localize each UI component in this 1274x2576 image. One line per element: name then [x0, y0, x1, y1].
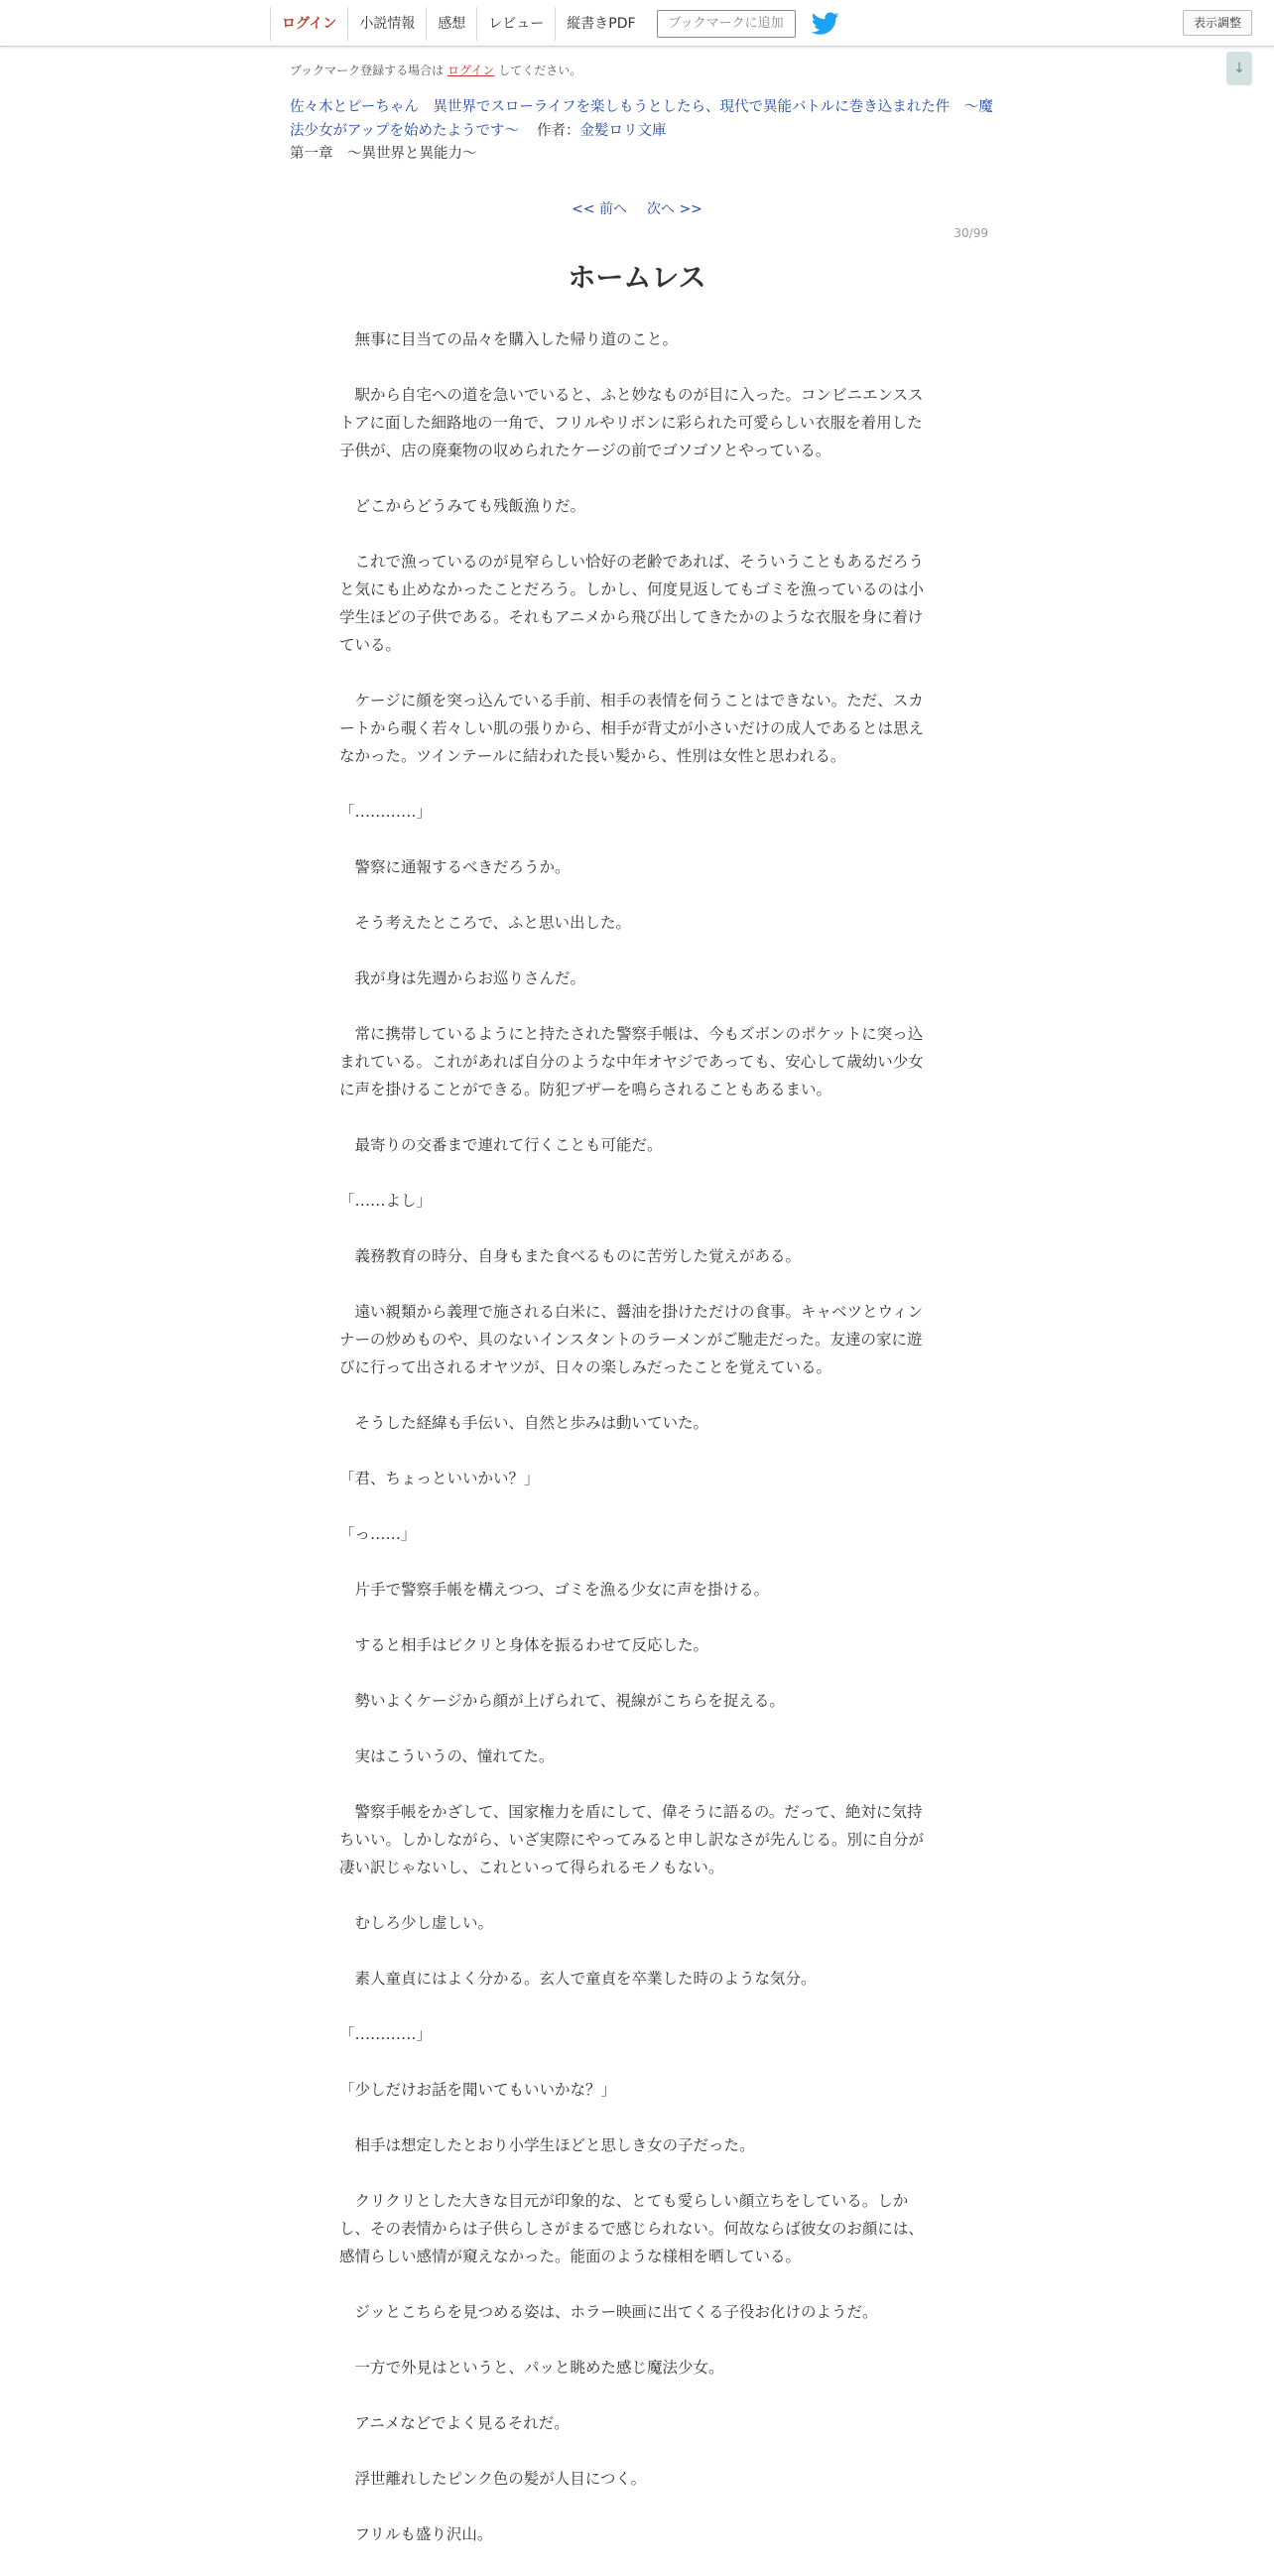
nav-novel-info-link[interactable]: 小説情報 [347, 7, 426, 41]
episode-title: ホームレス [568, 261, 706, 294]
body-paragraph: ジッとこちらを見つめる姿は、ホラー映画に出てくる子役お化けのようだ。 [339, 2303, 878, 2321]
body-paragraph: アニメなどでよく見るそれだ。 [339, 2414, 570, 2432]
body-paragraph: 「少しだけお話を聞いてもいいかな？」 [339, 2081, 617, 2099]
body-paragraph: どこからどうみても残飯漁りだ。 [339, 497, 586, 515]
body-paragraph: 我が身は先週からお巡りさんだ。 [339, 969, 586, 987]
novel-title-link[interactable]: 佐々木とピーちゃん 異世界でスローライフを楽しもうとしたら、現代で異能バトルに巻き込まれた件 ～魔法少女がアップを始めたようです～ [290, 99, 993, 139]
body-paragraph: すると相手はビクリと身体を振るわせて反応した。 [339, 1636, 709, 1654]
body-paragraph: むしろ少し虚しい。 [339, 1914, 494, 1932]
author-link[interactable]: 金髪ロリ文庫 [579, 123, 667, 139]
body-paragraph: 最寄りの交番まで連れて行くことも可能だ。 [339, 1136, 663, 1154]
body-paragraph: 素人童貞にはよく分かる。玄人で童貞を卒業した時のような気分。 [339, 1970, 817, 1988]
display-settings-button[interactable]: 表示調整 [1183, 10, 1252, 36]
body-paragraph: 駅から自宅への道を急いでいると、ふと妙なものが目に入った。コンビニエンスストアに面した細路地の一角で、フリルやリボンに彩られた可愛らしい衣服を着用した子供が、店の廃棄物の収められたケージの前でゴソゴソとやっている。 [339, 386, 924, 459]
body-paragraph: 常に携帯しているようにと持たされた警察手帳は、今もズボンのポケットに突っ込まれている。これがあれば自分のような中年オヤジであっても、安心して歳幼い少女に声を掛けることができる。防犯ブザーを鳴らされることもあるまい。 [339, 1025, 924, 1098]
nav-impressions-link[interactable]: 感想 [426, 7, 476, 41]
nav-review-link[interactable]: レビュー [476, 7, 555, 41]
next-episode-link[interactable]: 次へ >> [647, 201, 702, 217]
author-label: 作者： [536, 123, 580, 139]
body-paragraph: 「……よし」 [339, 1192, 433, 1210]
body-paragraph: 相手は想定したとおり小学生ほどと思しき女の子だった。 [339, 2136, 755, 2154]
prev-episode-link[interactable]: << 前へ [572, 201, 627, 217]
body-paragraph: 浮世離れしたピンク色の髪が人目につく。 [339, 2470, 647, 2488]
chapter-title: 第一章 ～異世界と異能力～ [290, 146, 477, 162]
body-paragraph: 「っ……」 [339, 1525, 417, 1543]
body-paragraph: 無事に目当ての品々を購入した帰り道のこと。 [339, 330, 679, 348]
body-paragraph: 義務教育の時分、自身もまた食べるものに苦労した覚えがある。 [339, 1247, 802, 1265]
body-paragraph: これで漁っているのが見窄らしい恰好の老齢であれば、そういうこともあるだろうと気にも止めなかったことだろう。しかし、何度見返してもゴミを漁っているのは小学生ほどの子供である。それもアニメから飛び出してきたかのような衣服を身に着けている。 [339, 553, 925, 654]
nav-menu [270, 7, 839, 41]
novel-title-block [290, 95, 996, 143]
body-paragraph: そう考えたところで、ふと思い出した。 [339, 914, 632, 932]
nav-login-link[interactable]: ログイン [270, 7, 347, 41]
bookmark-notice-prefix: ブックマーク登録する場合は [290, 64, 445, 77]
bookmark-login-link[interactable]: ログイン [447, 64, 495, 77]
body-paragraph: 実はこういうの、憧れてた。 [339, 1747, 555, 1765]
body-paragraph: 遠い親類から義理で施される白米に、醤油を掛けただけの食事。キャベツとウィンナーの炒めものや、具のないインスタントのラーメンがご馳走だった。友達の家に遊びに行って出されるオヤツが、日々の楽しみだったことを覚えている。 [339, 1303, 924, 1376]
scroll-down-button[interactable]: ↓ [1226, 52, 1252, 85]
bookmark-notice-suffix: してください。 [498, 64, 582, 77]
body-paragraph: 片手で警察手帳を構えつつ、ゴミを漁る少女に声を掛ける。 [339, 1581, 770, 1599]
nav-vertical-pdf-link[interactable]: 縦書きPDF [555, 7, 646, 41]
body-paragraph: フリルも盛り沢山。 [339, 2525, 493, 2543]
body-paragraph: 警察に通報するべきだろうか。 [339, 858, 571, 876]
bookmark-login-notice [290, 62, 581, 78]
body-paragraph: 「君、ちょっといいかい？」 [339, 1470, 540, 1487]
add-bookmark-button[interactable]: ブックマークに追加 [657, 10, 796, 38]
page-count: 30/99 [954, 226, 988, 240]
body-paragraph: 「…………」 [339, 803, 433, 821]
body-paragraph: 勢いよくケージから顔が上げられて、視線がこちらを捉える。 [339, 1692, 785, 1710]
top-nav-bar [0, 0, 1274, 47]
body-paragraph: ケージに顔を突っ込んでいる手前、相手の表情を伺うことはできない。ただ、スカートから覗く若々しい肌の張りから、相手が背丈が小さいだけの成人であるとは思えなかった。ツインテールに結われた長い髪から、性別は女性と思われる。 [339, 692, 925, 765]
body-paragraph: 警察手帳をかざして、国家権力を盾にして、偉そうに語るの。だって、絶対に気持ちいい。しかしながら、いざ実際にやってみると申し訳なさが先んじる。別に自分が凄い訳じゃないし、これといって得られるモノもない。 [339, 1803, 925, 1876]
body-paragraph: クリクリとした大きな目元が印象的な、とても愛らしい顔立ちをしている。しかし、その表情からは子供らしさがまるで感じられない。何故ならば彼女のお顔には、感情らしい感情が窺えなかった。能面のような様相を晒している。 [339, 2192, 924, 2265]
novel-body [339, 325, 935, 2576]
body-paragraph: 「…………」 [339, 2025, 433, 2043]
body-paragraph: 一方で外見はというと、パッと眺めた感じ魔法少女。 [339, 2359, 724, 2377]
twitter-icon[interactable] [812, 12, 839, 36]
body-paragraph: そうした経緯も手伝い、自然と歩みは動いていた。 [339, 1414, 709, 1432]
episode-pager [0, 198, 1274, 218]
